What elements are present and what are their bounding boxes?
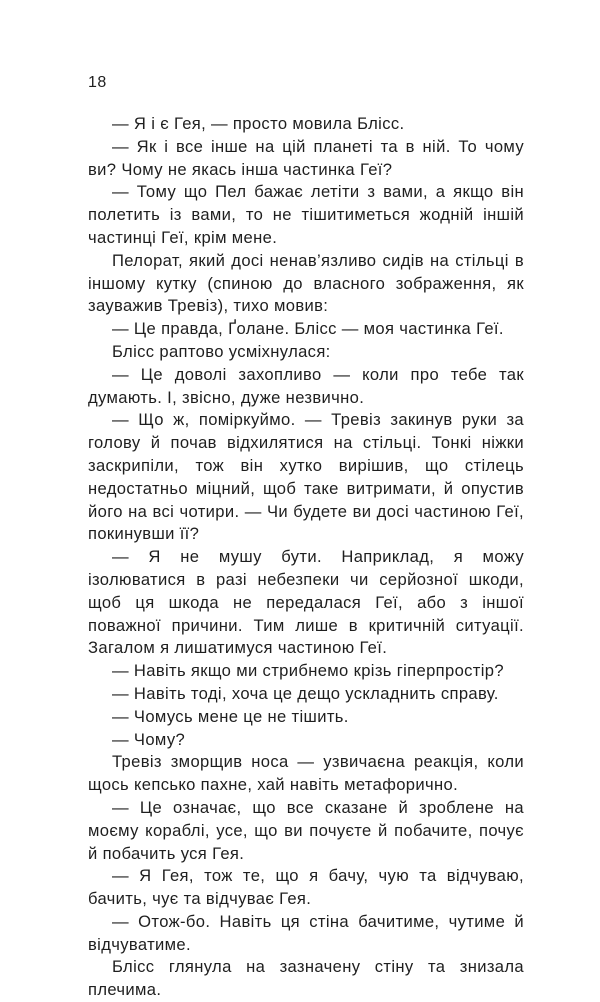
paragraph: — Я не мушу бути. Наприклад, я можу ізолюватися в разі небезпеки чи серйозної шкоди, щоб ця шкода не передалася Геї, або з іншої поважної причини. Тим лише в критичній ситуації. Загалом я лишатимуся частиною Геї.	[88, 547, 524, 658]
paragraph: — Чому?	[112, 729, 186, 749]
paragraph: — Я Гея, тож те, що я бачу, чую та відчуваю, бачить, чує та відчуває Гея.	[88, 866, 524, 909]
paragraph: — Навіть якщо ми стрибнемо крізь гіперпростір?	[112, 661, 504, 681]
paragraph: Тревіз зморщив носа — узвичаєна реакція, коли щось кепсько пахне, хай навіть метафорично.	[88, 752, 524, 795]
paragraph: — Це означає, що все сказане й зроблене на моєму кораблі, усе, що ви почуєте й побачите, почує й побачить уся Гея.	[88, 797, 524, 863]
paragraph: — Що ж, поміркуймо. — Тревіз закинув руки за голову й почав відхилятися на стільці. Тонкі ніжки заскрипіли, тож він хутко вирішив, що стілець недостатньо міцний, щоб таке витримати, й опустив його на всі чотири. — Чи будете ви досі частиною Геї, покинувши її?	[88, 410, 524, 544]
page-number: 18	[88, 74, 107, 91]
paragraph: Блісс раптово усміхнулася:	[112, 341, 331, 361]
paragraph: — Чомусь мене це не тішить.	[112, 706, 349, 726]
paragraph: — Я і є Гея, — просто мовила Блісс.	[112, 114, 405, 133]
paragraph: — Це доволі захопливо — коли про тебе так думають. І, звісно, дуже незвично.	[88, 364, 524, 407]
paragraph: — Отож-бо. Навіть ця стіна бачитиме, чутиме й відчуватиме.	[88, 911, 524, 954]
paragraph: Блісс глянула на зазначену стіну та знизала плечима.	[88, 957, 524, 1000]
paragraph: — Навіть тоді, хоча це дещо ускладнить справу.	[112, 683, 499, 703]
paragraph: — Це правда, Ґолане. Блісс — моя частинка Геї.	[112, 319, 504, 339]
paragraph: — Тому що Пел бажає летіти з вами, а якщо він полетить із вами, то не тішитиметься жодній іншій частинці Геї, крім мене.	[88, 182, 524, 247]
paragraph: Пелорат, який досі ненав’язливо сидів на стільці в іншому кутку (спиною до власного зображення, як зауважив Тревіз), тихо мовив:	[88, 250, 524, 316]
paragraph: — Як і все інше на цій планеті та в ній. То чому ви? Чому не якась інша частинка Геї?	[88, 136, 524, 179]
page-body-text	[88, 113, 524, 1002]
